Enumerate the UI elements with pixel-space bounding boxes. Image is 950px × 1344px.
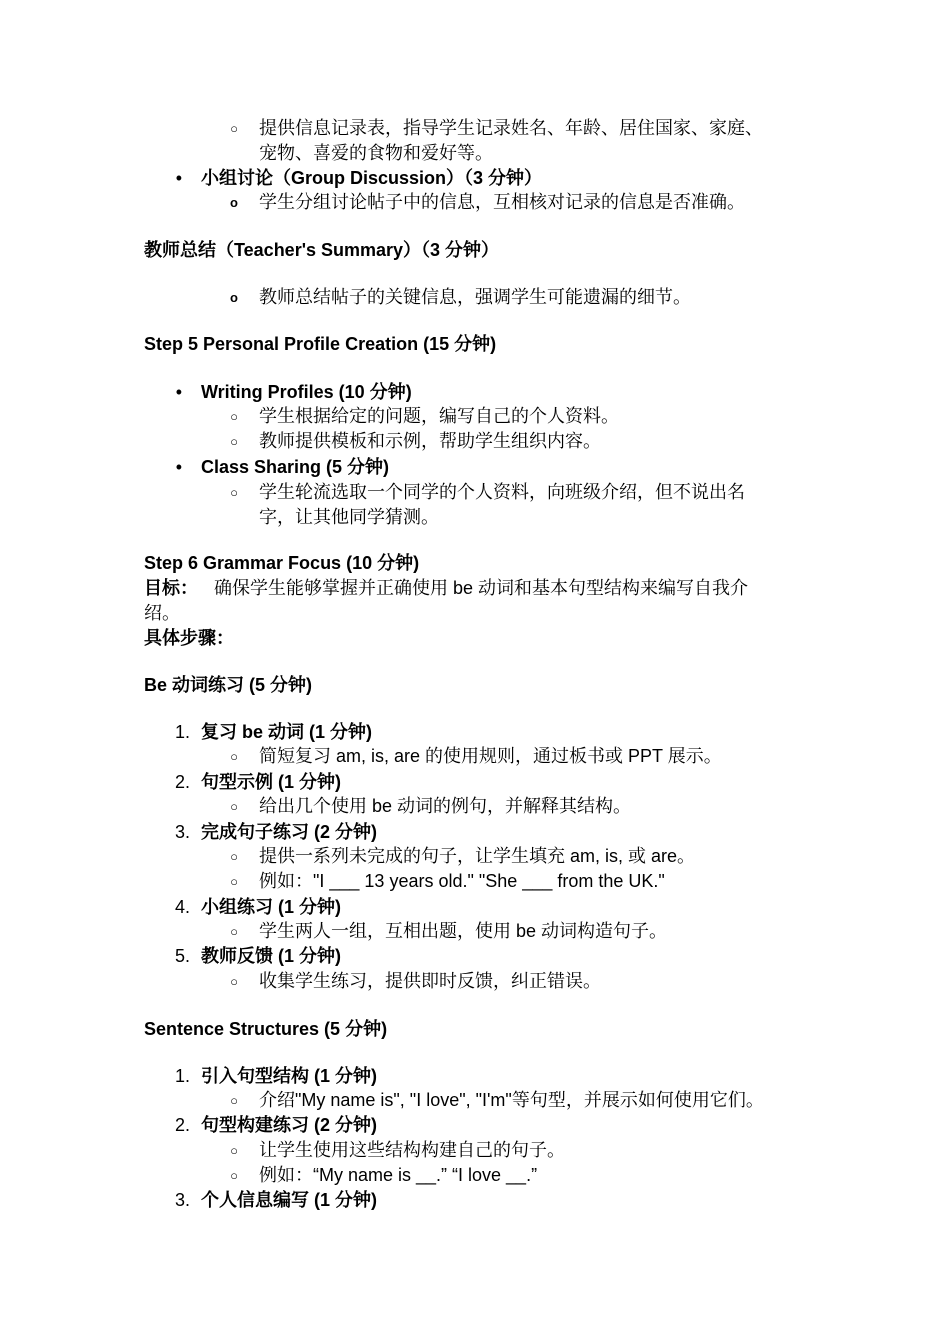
class-sharing-line-1: 学生轮流选取一个同学的个人资料，向班级介绍，但不说出名 (259, 482, 745, 502)
be-step-detail: 简短复习 am, is, are 的使用规则，通过板书或 PPT 展示。 (259, 746, 722, 766)
sentence-step-title: 个人信息编写 (1 分钟) (201, 1190, 378, 1210)
sub-bullet-icon: ○ (230, 1168, 238, 1183)
sub-bullet-icon: o (230, 290, 238, 305)
class-sharing-line-2: 字，让其他同学猜测。 (259, 507, 439, 527)
be-step-detail: 例如："I ___ 13 years old." "She ___ from the UK." (259, 871, 665, 891)
teacher-summary-title: 教师总结（Teacher's Summary）（3 分钟） (144, 240, 500, 260)
info-record-line-2: 宠物、喜爱的食物和爱好等。 (259, 143, 493, 163)
be-step-detail: 学生两人一组，互相出题，使用 be 动词构造句子。 (259, 921, 668, 941)
be-practice-title: Be 动词练习 (5 分钟) (144, 675, 313, 695)
sub-bullet-icon: ○ (230, 799, 238, 814)
sub-bullet-icon: ○ (230, 849, 238, 864)
sub-bullet-icon: ○ (230, 434, 238, 449)
bullet-icon: • (175, 382, 182, 402)
step6-title: Step 6 Grammar Focus (10 分钟) (144, 553, 420, 573)
sub-bullet-icon: ○ (230, 974, 238, 989)
goal-label: 目标： (144, 578, 198, 598)
sentence-step-title: 句型构建练习 (2 分钟) (201, 1115, 378, 1135)
sub-bullet-icon: ○ (230, 121, 238, 136)
be-step-detail: 收集学生练习，提供即时反馈，纠正错误。 (259, 971, 601, 991)
sub-bullet-icon: ○ (230, 924, 238, 939)
list-number: 1. (174, 722, 190, 742)
sentence-step-detail: 例如：“My name is __.” “I love __.” (259, 1165, 538, 1185)
sub-bullet-icon: ○ (230, 1143, 238, 1158)
sentence-step-detail: 介绍"My name is", "I love", "I'm"等句型，并展示如何使用它们。 (259, 1090, 764, 1110)
list-number: 2. (174, 772, 190, 792)
list-number: 5. (174, 946, 190, 966)
be-step-detail: 提供一系列未完成的句子，让学生填充 am, is, 或 are。 (259, 846, 696, 866)
sentence-step-detail: 让学生使用这些结构构建自己的句子。 (259, 1140, 565, 1160)
writing-profiles-item: 学生根据给定的问题，编写自己的个人资料。 (259, 406, 619, 426)
bullet-icon: • (175, 457, 182, 477)
be-step-title: 完成句子练习 (2 分钟) (201, 822, 378, 842)
sub-bullet-icon: ○ (230, 874, 238, 889)
be-step-title: 复习 be 动词 (1 分钟) (201, 722, 373, 742)
list-number: 3. (174, 822, 190, 842)
step5-title: Step 5 Personal Profile Creation (15 分钟) (144, 334, 497, 354)
sub-bullet-icon: ○ (230, 409, 238, 424)
sentence-structures-title: Sentence Structures (5 分钟) (144, 1019, 388, 1039)
list-number: 1. (174, 1066, 190, 1086)
be-step-title: 小组练习 (1 分钟) (201, 897, 342, 917)
bullet-icon: • (175, 168, 182, 188)
teacher-summary-detail: 教师总结帖子的关键信息，强调学生可能遗漏的细节。 (259, 287, 691, 307)
be-step-title: 教师反馈 (1 分钟) (201, 946, 342, 966)
sentence-step-title: 引入句型结构 (1 分钟) (201, 1066, 378, 1086)
goal-text-line-1: 确保学生能够掌握并正确使用 be 动词和基本句型结构来编写自我介 (214, 578, 749, 598)
writing-profiles-item: 教师提供模板和示例，帮助学生组织内容。 (259, 431, 601, 451)
sub-bullet-icon: ○ (230, 485, 238, 500)
be-step-detail: 给出几个使用 be 动词的例句，并解释其结构。 (259, 796, 632, 816)
group-discussion-detail: 学生分组讨论帖子中的信息，互相核对记录的信息是否准确。 (259, 192, 745, 212)
writing-profiles-title: Writing Profiles (10 分钟) (201, 382, 412, 402)
sub-bullet-icon: o (230, 195, 238, 210)
list-number: 2. (174, 1115, 190, 1135)
goal-text-line-2: 绍。 (144, 603, 180, 623)
info-record-line-1: 提供信息记录表，指导学生记录姓名、年龄、居住国家、家庭、 (259, 118, 763, 138)
list-number: 3. (174, 1190, 190, 1210)
be-step-title: 句型示例 (1 分钟) (201, 772, 342, 792)
sub-bullet-icon: ○ (230, 1093, 238, 1108)
group-discussion-title: 小组讨论（Group Discussion）（3 分钟） (201, 168, 543, 188)
sub-bullet-icon: ○ (230, 749, 238, 764)
steps-label: 具体步骤： (144, 628, 234, 648)
class-sharing-title: Class Sharing (5 分钟) (201, 457, 390, 477)
list-number: 4. (174, 897, 190, 917)
